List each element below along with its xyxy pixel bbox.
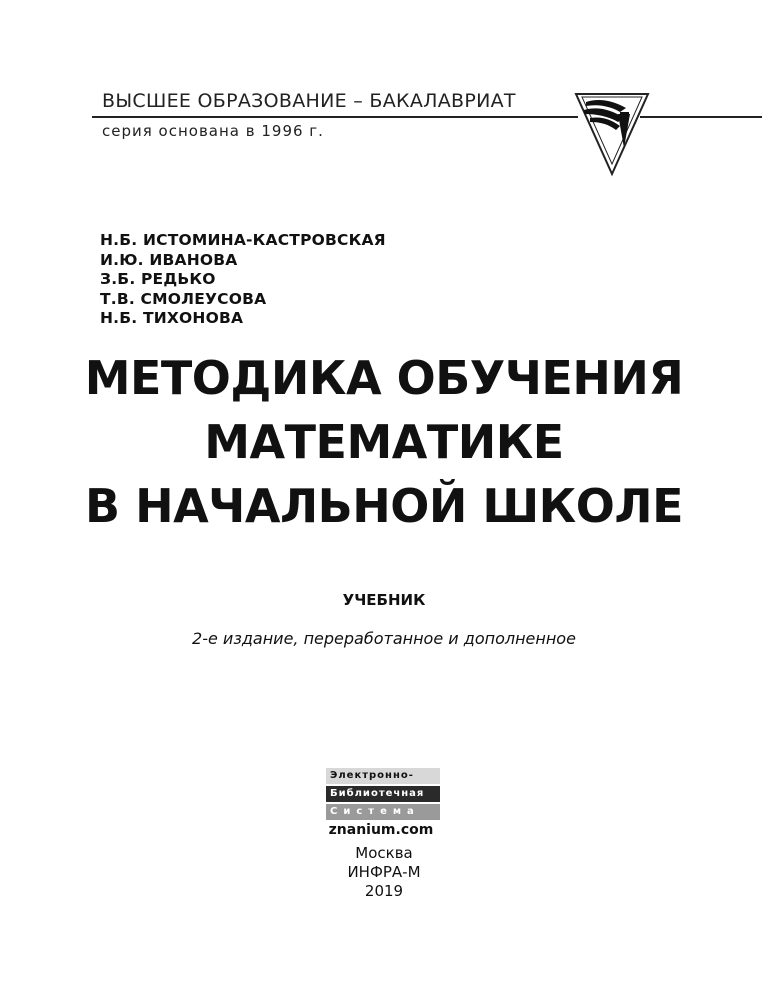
ebs-line-library: Библиотечная xyxy=(326,786,440,802)
authors-list xyxy=(100,231,386,329)
author: З.Б. РЕДЬКО xyxy=(100,270,216,288)
author: Н.Б. ИСТОМИНА-КАСТРОВСКАЯ xyxy=(100,231,386,249)
author: Н.Б. ТИХОНОВА xyxy=(100,309,244,327)
author: И.Ю. ИВАНОВА xyxy=(100,250,238,269)
book-type: УЧЕБНИК xyxy=(342,591,426,609)
ebs-domain: znanium.com xyxy=(328,822,434,838)
book-title-line: МЕТОДИКА ОБУЧЕНИЯ xyxy=(84,351,684,405)
ebs-logo xyxy=(326,768,440,838)
series-subtitle: серия основана в 1996 г. xyxy=(102,122,324,140)
book-title-line: МАТЕМАТИКЕ xyxy=(204,415,564,469)
book-title xyxy=(60,346,708,538)
imprint-publisher: ИНФРА-М xyxy=(347,863,421,881)
ebs-line-system: Система xyxy=(326,804,440,820)
imprint-year: 2019 xyxy=(364,882,404,900)
author: Т.В. СМОЛЕУСОВА xyxy=(100,289,267,308)
edition-note: 2-е издание, переработанное и дополненное xyxy=(192,629,576,648)
imprint xyxy=(0,844,768,901)
series-rule-right xyxy=(640,116,762,118)
book-title-line: В НАЧАЛЬНОЙ ШКОЛЕ xyxy=(85,479,683,533)
ebs-line-electronic: Электронно- xyxy=(326,768,440,784)
torch-triangle-logo-icon xyxy=(572,84,652,178)
series-title: ВЫСШЕЕ ОБРАЗОВАНИЕ – БАКАЛАВРИАТ xyxy=(102,90,516,112)
imprint-city: Москва xyxy=(355,844,413,862)
series-rule-left xyxy=(92,116,578,118)
